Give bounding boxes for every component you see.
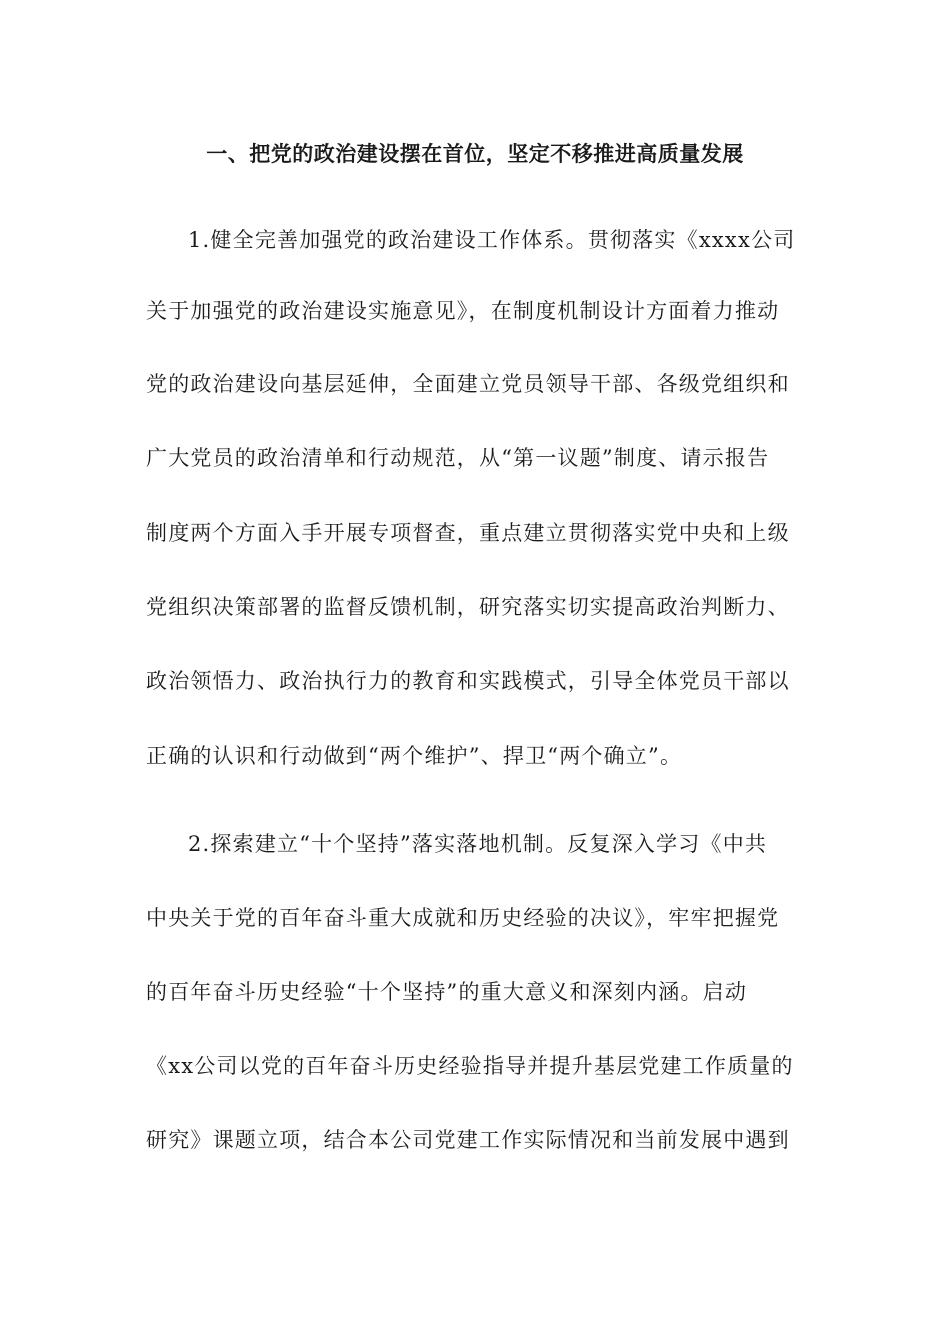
paragraph-2-line-4: 《xx公司以党的百年奋斗历史经验指导并提升基层党建工作质量的 (146, 1054, 794, 1078)
paragraph-1-line-6: 党组织决策部署的监督反馈机制，研究落实切实提高政治判断力、 (146, 595, 790, 619)
paragraph-2-line-1: 2.探索建立“十个坚持”落实落地机制。反复深入学习《中共 (188, 832, 768, 856)
paragraph-1-line-4: 广大党员的政治清单和行动规范，从“第一议题”制度、请示报告 (146, 446, 770, 470)
section-heading: 一、把党的政治建设摆在首位，坚定不移推进高质量发展 (206, 142, 744, 166)
paragraph-1-line-8: 正确的认识和行动做到“两个维护”、捍卫“两个确立”。 (146, 744, 683, 768)
paragraph-1-line-2: 关于加强党的政治建设实施意见》，在制度机制设计方面着力推动 (146, 299, 780, 323)
paragraph-1-line-7: 政治领悟力、政治执行力的教育和实践模式，引导全体党员干部以 (146, 669, 790, 693)
paragraph-2-line-3: 的百年奋斗历史经验“十个坚持”的重大意义和深刻内涵。启动 (146, 980, 748, 1004)
paragraph-2-line-5: 研究》课题立项，结合本公司党建工作实际情况和当前发展中遇到 (146, 1128, 790, 1152)
paragraph-1-line-5: 制度两个方面入手开展专项督查，重点建立贯彻落实党中央和上级 (146, 521, 790, 545)
paragraph-2-line-2: 中央关于党的百年奋斗重大成就和历史经验的决议》，牢牢把握党 (146, 906, 780, 930)
paragraph-1-line-3: 党的政治建设向基层延伸，全面建立党员领导干部、各级党组织和 (146, 372, 790, 396)
paragraph-1-line-1: 1.健全完善加强党的政治建设工作体系。贯彻落实《xxxx公司 (188, 228, 796, 252)
